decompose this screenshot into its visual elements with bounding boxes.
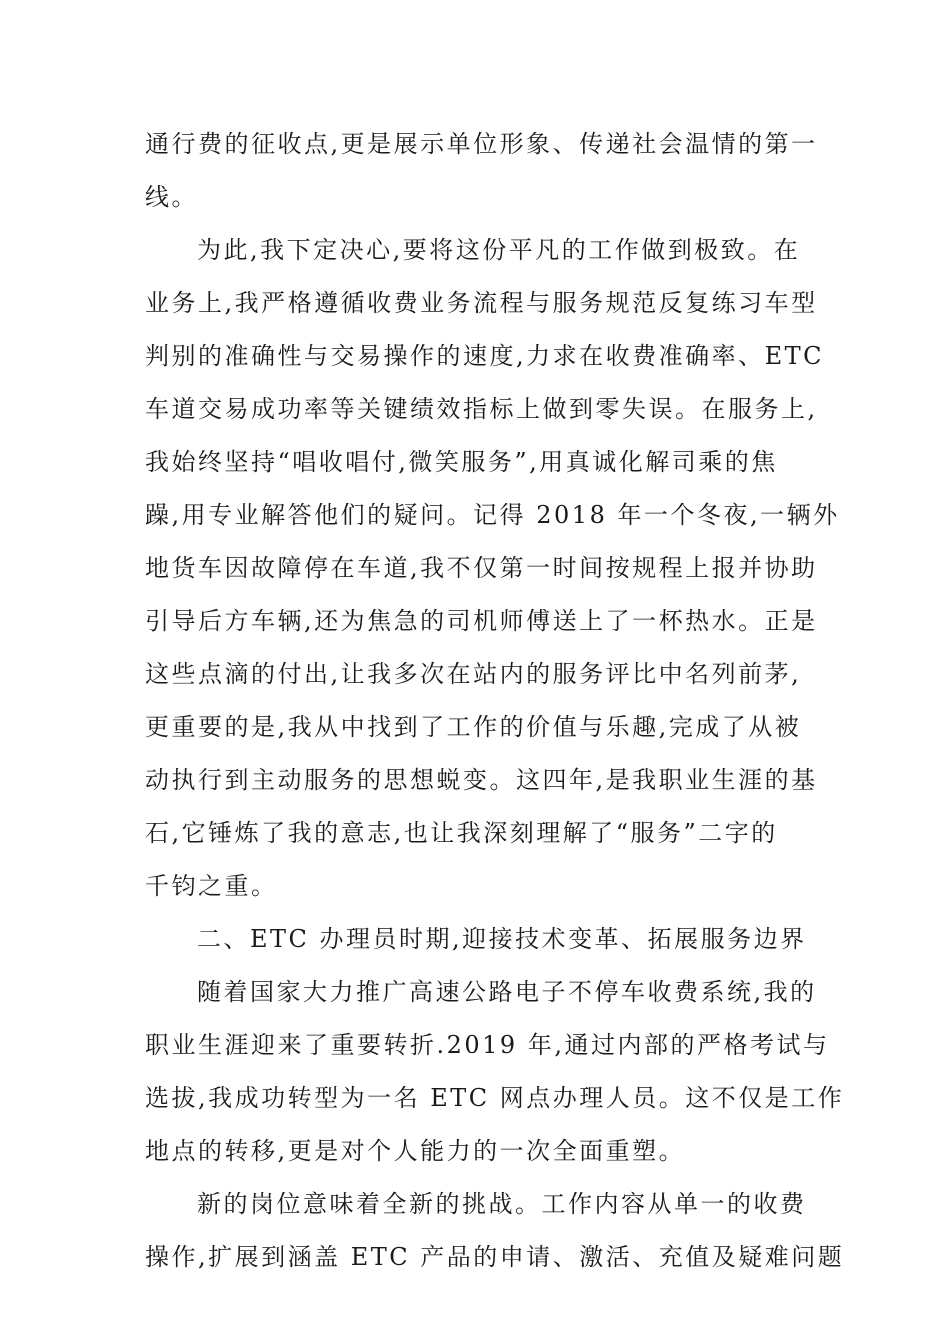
text-line: 选拔,我成功转型为一名 ETC 网点办理人员。这不仅是工作 [145, 1084, 845, 1112]
text-line: 二、ETC 办理员时期,迎接技术变革、拓展服务边界 [197, 925, 807, 953]
text-line: 为此,我下定决心,要将这份平凡的工作做到极致。在 [197, 236, 801, 264]
text-line: 千钧之重。 [145, 872, 278, 900]
text-line: 线。 [145, 183, 198, 211]
text-line: 业务上,我严格遵循收费业务流程与服务规范反复练习车型 [145, 289, 818, 317]
text-line: 通行费的征收点,更是展示单位形象、传递社会温情的第一 [145, 130, 818, 158]
text-line: 判别的准确性与交易操作的速度,力求在收费准确率、ETC [145, 342, 825, 370]
body-text [145, 118, 845, 1284]
text-line: 我始终坚持“唱收唱付,微笑服务”,用真诚化解司乘的焦 [145, 448, 778, 476]
text-line: 职业生涯迎来了重要转折.2019 年,通过内部的严格考试与 [145, 1031, 830, 1059]
text-line: 这些点滴的付出,让我多次在站内的服务评比中名列前茅, [145, 660, 802, 688]
text-line: 石,它锤炼了我的意志,也让我深刻理解了“服务”二字的 [145, 819, 778, 847]
text-line: 随着国家大力推广高速公路电子不停车收费系统,我的 [197, 978, 817, 1006]
text-line: 操作,扩展到涵盖 ETC 产品的申请、激活、充值及疑难问题 [145, 1243, 845, 1271]
text-line: 更重要的是,我从中找到了工作的价值与乐趣,完成了从被 [145, 713, 802, 741]
text-line: 地点的转移,更是对个人能力的一次全面重塑。 [145, 1137, 686, 1165]
text-line: 新的岗位意味着全新的挑战。工作内容从单一的收费 [197, 1190, 807, 1218]
text-line: 动执行到主动服务的思想蜕变。这四年,是我职业生涯的基 [145, 766, 818, 794]
text-line: 地货车因故障停在车道,我不仅第一时间按规程上报并协助 [145, 554, 818, 582]
text-line: 引导后方车辆,还为焦急的司机师傅送上了一杯热水。正是 [145, 607, 818, 635]
text-line: 车道交易成功率等关键绩效指标上做到零失误。在服务上, [145, 395, 818, 423]
text-line: 躁,用专业解答他们的疑问。记得 2018 年一个冬夜,一辆外 [145, 501, 840, 529]
